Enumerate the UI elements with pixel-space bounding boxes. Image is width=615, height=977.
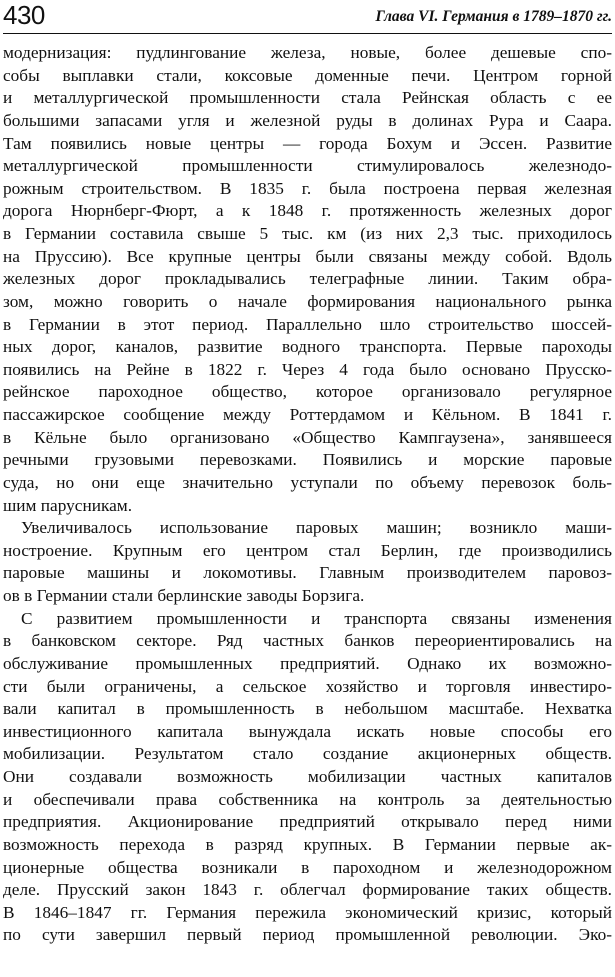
text-line: пассажирское сообщение между Роттердамом и Кёльном. В 1841 г.: [3, 405, 612, 424]
text-line: дорога Нюрнберг-Фюрт, а к 1848 г. протяженность железных дорог: [3, 201, 612, 221]
text-line: Там появились новые центры — города Бохум и Эссен. Развитие: [3, 133, 612, 153]
text-line: паровые машины и локомотивы. Главным производителем паровоз-: [3, 563, 612, 583]
paragraph: [3, 517, 612, 608]
page-number: 430: [3, 0, 45, 30]
text-line: модернизация: пудлингование железа, новые, более дешевые спо-: [3, 43, 612, 62]
header-rule: [3, 33, 612, 34]
text-line: деле. Прусский закон 1843 г. облегчал формирование таких обществ.: [3, 880, 612, 900]
text-line: С развитием промышленности и транспорта связаны изменения: [21, 608, 612, 628]
text-line: в Германии в этот период. Параллельно шло строительство шоссей-: [3, 314, 612, 334]
text-line: на Пруссию). Все крупные центры были связаны между собой. Вдоль: [3, 246, 612, 266]
text-line: ционерные общества возникали в пароходном и железнодорожном: [3, 857, 612, 877]
text-line: рожным строительством. В 1835 г. была построена первая железная: [3, 178, 612, 198]
text-line: мобилизации. Результатом стало создание акционерных обществ.: [3, 744, 612, 764]
text-line: обслуживание промышленных предприятий. Однако их возможно-: [3, 653, 612, 673]
text-line: суда, но они еще значительно уступали по объему перевозок боль-: [3, 472, 612, 492]
text-line: речными грузовыми перевозками. Появились и морские паровые: [3, 450, 612, 470]
text-line: ных дорог, каналов, развитие водного транспорта. Первые пароходы: [3, 337, 612, 357]
paragraph: [3, 42, 612, 517]
text-line: шим парусникам.: [3, 495, 133, 515]
text-line: Они создавали возможность мобилизации частных капиталов: [3, 767, 612, 786]
text-line: ов в Германии стали берлинские заводы Борзига.: [3, 586, 365, 605]
text-line: ностроение. Крупным его центром стал Берлин, где производились: [3, 540, 612, 560]
running-head: [3, 0, 612, 34]
text-line: сти были ограничены, а сельское хозяйство и торговля инвестиро-: [3, 676, 612, 696]
text-line: в Кёльне было организовано «Общество Кампгаузена», занявшееся: [3, 427, 612, 447]
text-line: рейнское пароходное общество, которое организовало регулярное: [3, 382, 612, 402]
text-line: металлургической промышленности стимулировалось железнодо-: [3, 156, 612, 176]
text-line: вали капитал в промышленность в небольшом масштабе. Нехватка: [3, 699, 612, 719]
text-line: Увеличивалось использование паровых машин; возникло маши-: [21, 518, 612, 538]
text-line: и металлургической промышленности стала Рейнская область с ее: [3, 88, 612, 108]
text-line: предприятия. Акционирование предприятий открывало перед ними: [3, 812, 612, 832]
text-line: возможность перехода в разряд крупных. В Германии первые ак-: [3, 834, 612, 854]
text-line: в банковском секторе. Ряд частных банков переориентировались на: [3, 631, 612, 651]
text-line: железных дорог прокладывались телеграфные линии. Таким обра-: [3, 269, 612, 289]
text-line: инвестиционного капитала вынуждала искать новые способы его: [3, 721, 612, 741]
text-line: по сути завершил первый период промышленной революции. Эко-: [3, 925, 612, 945]
chapter-title: Глава VI. Германия в 1789–1870 гг.: [375, 8, 612, 25]
paragraph: [3, 608, 612, 947]
text-line: В 1846–1847 гг. Германия пережила экономический кризис, который: [3, 902, 612, 922]
text-line: собы выплавки стали, коксовые доменные печи. Центром горной: [3, 65, 612, 85]
text-line: в Германии составила свыше 5 тыс. км (из них 2,3 тыс. приходилось: [3, 224, 612, 243]
text-line: большими запасами угля и железной руды в долинах Рура и Саара.: [3, 110, 612, 130]
text-line: и обеспечивали права собственника на контроль за деятельностью: [3, 789, 612, 809]
body-text: [3, 42, 612, 947]
text-line: зом, можно говорить о начале формирования национального рынка: [3, 291, 612, 311]
text-line: появились на Рейне в 1822 г. Через 4 года было основано Прусско-: [3, 359, 612, 379]
